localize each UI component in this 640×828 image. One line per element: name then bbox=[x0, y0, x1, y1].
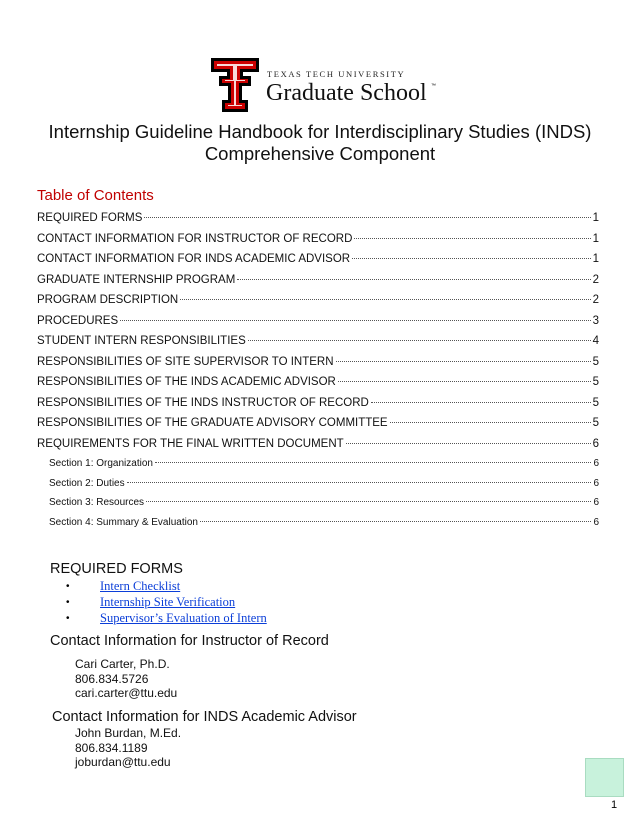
toc-entry[interactable] bbox=[37, 294, 599, 315]
required-forms-heading: REQUIRED FORMS bbox=[50, 561, 183, 577]
double-t-logo-icon bbox=[210, 57, 260, 113]
list-item bbox=[66, 594, 267, 610]
document-subtitle: Comprehensive Component bbox=[204, 143, 436, 164]
toc-entry-label: PROGRAM DESCRIPTION bbox=[37, 294, 179, 306]
bullet: • bbox=[66, 612, 70, 624]
toc-entry-page: 1 bbox=[592, 253, 599, 265]
toc-entry-label: Section 1: Organization bbox=[49, 458, 153, 469]
toc-entry-page: 5 bbox=[592, 376, 599, 388]
toc-heading: Table of Contents bbox=[37, 187, 154, 204]
toc-entry-label: REQUIREMENTS FOR THE FINAL WRITTEN DOCUMENT bbox=[37, 437, 344, 450]
toc-entry-page: 6 bbox=[592, 437, 599, 450]
toc-entry-page: 2 bbox=[592, 273, 599, 286]
toc-entry[interactable] bbox=[37, 253, 599, 274]
advisor-email: joburdan@ttu.edu bbox=[75, 755, 171, 769]
toc-leader bbox=[371, 402, 591, 403]
toc-entry-page: 2 bbox=[592, 294, 599, 306]
bullet: • bbox=[66, 580, 70, 592]
supervisor-evaluation-link[interactable]: Supervisor’s Evaluation of Intern bbox=[100, 610, 267, 625]
toc-entry-page: 3 bbox=[592, 314, 599, 327]
toc-entry[interactable] bbox=[37, 274, 599, 295]
toc-subentry[interactable] bbox=[37, 497, 599, 517]
toc-entry-page: 5 bbox=[592, 396, 599, 409]
toc-leader bbox=[338, 381, 591, 382]
document-title: Internship Guideline Handbook for Interdisciplinary Studies (INDS) bbox=[48, 121, 592, 142]
toc-entry[interactable] bbox=[37, 335, 599, 356]
university-name: TEXAS TECH UNIVERSITY bbox=[267, 69, 406, 79]
toc-entry-label: RESPONSIBILITIES OF SITE SUPERVISOR TO INTERN bbox=[37, 355, 334, 368]
toc-entry-label: STUDENT INTERN RESPONSIBILITIES bbox=[37, 335, 246, 347]
instructor-phone: 806.834.5726 bbox=[75, 671, 149, 686]
toc-leader bbox=[237, 279, 590, 280]
toc-entry-page: 1 bbox=[592, 232, 599, 245]
toc-entry-page: 5 bbox=[592, 355, 599, 368]
toc-leader bbox=[155, 462, 591, 463]
instructor-email: cari.carter@ttu.edu bbox=[75, 686, 178, 700]
toc-entry-page: 5 bbox=[592, 417, 599, 429]
toc-entry[interactable] bbox=[37, 233, 599, 254]
instructor-name: Cari Carter, Ph.D. bbox=[75, 657, 170, 671]
toc-entry-page: 6 bbox=[593, 516, 599, 528]
table-of-contents bbox=[37, 212, 599, 536]
toc-subentry[interactable] bbox=[37, 458, 599, 478]
toc-leader bbox=[390, 422, 591, 423]
toc-entry-label: CONTACT INFORMATION FOR INDS ACADEMIC ADVISOR bbox=[37, 253, 351, 265]
toc-entry-label: RESPONSIBILITIES OF THE INDS INSTRUCTOR OF RECORD bbox=[37, 396, 369, 409]
list-item bbox=[66, 610, 267, 626]
toc-subentry[interactable] bbox=[37, 478, 599, 498]
toc-entry[interactable] bbox=[37, 438, 599, 459]
toc-entry[interactable] bbox=[37, 376, 599, 397]
toc-entry-label: RESPONSIBILITIES OF THE INDS ACADEMIC ADVISOR bbox=[37, 376, 336, 388]
toc-subentry[interactable] bbox=[37, 517, 599, 537]
instructor-contact bbox=[75, 657, 177, 701]
advisor-name: John Burdan, M.Ed. bbox=[75, 726, 182, 740]
toc-entry-label: RESPONSIBILITIES OF THE GRADUATE ADVISORY COMMITTEE bbox=[37, 417, 388, 429]
toc-leader bbox=[144, 217, 590, 218]
school-name: Graduate School bbox=[266, 80, 427, 106]
site-verification-link[interactable]: Internship Site Verification bbox=[100, 594, 236, 609]
toc-leader bbox=[180, 299, 590, 300]
toc-entry[interactable] bbox=[37, 417, 599, 438]
page-number: 1 bbox=[611, 799, 618, 811]
toc-entry-page: 6 bbox=[593, 477, 599, 489]
toc-leader bbox=[146, 501, 591, 502]
toc-leader bbox=[352, 258, 591, 259]
instructor-contact-heading: Contact Information for Instructor of Record bbox=[50, 633, 329, 649]
toc-entry-page: 4 bbox=[592, 335, 599, 347]
toc-leader bbox=[200, 521, 591, 522]
toc-entry[interactable] bbox=[37, 356, 599, 377]
toc-entry[interactable] bbox=[37, 212, 599, 233]
toc-entry-page: 6 bbox=[593, 458, 599, 469]
list-item bbox=[66, 578, 267, 594]
advisor-phone: 806.834.1189 bbox=[75, 740, 148, 755]
toc-entry-label: GRADUATE INTERNSHIP PROGRAM bbox=[37, 273, 236, 286]
toc-entry-label: Section 4: Summary & Evaluation bbox=[49, 516, 198, 528]
toc-entry-page: 6 bbox=[593, 497, 599, 508]
toc-entry[interactable] bbox=[37, 315, 599, 336]
toc-entry-label: Section 3: Resources bbox=[49, 497, 145, 508]
toc-leader bbox=[120, 320, 590, 321]
toc-entry-label: PROCEDURES bbox=[37, 314, 119, 327]
bullet: • bbox=[66, 596, 70, 608]
toc-entry-page: 1 bbox=[592, 212, 599, 224]
toc-entry[interactable] bbox=[37, 397, 599, 418]
toc-leader bbox=[346, 443, 591, 444]
toc-leader bbox=[127, 482, 592, 483]
intern-checklist-link[interactable]: Intern Checklist bbox=[100, 578, 181, 593]
advisor-contact bbox=[75, 726, 181, 770]
required-forms-list bbox=[66, 578, 267, 626]
decorative-box bbox=[585, 758, 624, 797]
toc-leader bbox=[336, 361, 591, 362]
toc-entry-label: Section 2: Duties bbox=[49, 477, 125, 489]
trademark-symbol: ™ bbox=[431, 83, 436, 89]
toc-leader bbox=[354, 238, 590, 239]
advisor-contact-heading: Contact Information for INDS Academic Advisor bbox=[52, 709, 357, 725]
toc-entry-label: REQUIRED FORMS bbox=[37, 212, 143, 224]
toc-leader bbox=[248, 340, 591, 341]
toc-entry-label: CONTACT INFORMATION FOR INSTRUCTOR OF RECORD bbox=[37, 232, 353, 245]
